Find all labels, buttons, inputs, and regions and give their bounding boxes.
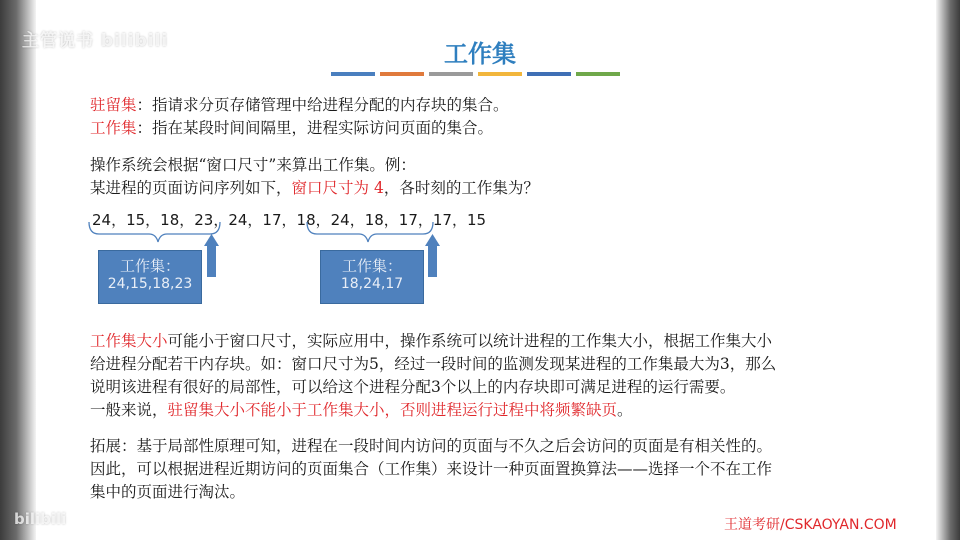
definition-text: ：指请求分页存储管理中给进程分配的内存块的集合。: [136, 96, 509, 114]
window-size-highlight: 窗口尺寸为 4: [291, 179, 384, 197]
box-title: 工作集：: [119, 257, 180, 275]
box-value: 24,15,18,23: [107, 276, 193, 292]
para2-line-1: 拓展：基于局部性原理可知，进程在一段时间内访问的页面与不久之后会访问的页面是有相关性的。: [90, 437, 773, 455]
arrow-up-icon: [204, 234, 219, 277]
para-text: 一般来说，: [90, 401, 168, 419]
para2-line-3: 集中的页面进行淘汰。: [90, 483, 246, 501]
para-text: 。: [617, 401, 633, 419]
working-set-size-highlight: 工作集大小: [90, 332, 168, 350]
slide-title: 工作集: [444, 40, 516, 68]
intro-text: ，各时刻的工作集为？: [383, 179, 539, 197]
footer-brand: 王道考研/CSKAOYAN.COM: [724, 517, 897, 533]
box-value: 18,24,17: [340, 276, 404, 292]
watermark-bottom: bilibili: [14, 510, 67, 528]
term-working-set: 工作集: [90, 119, 137, 137]
arrow-up-icon: [425, 234, 440, 277]
brace-left: [89, 222, 220, 242]
para1-line-4: [90, 398, 633, 420]
brace-right: [307, 222, 433, 242]
watermark-top: 主管说书 bilibili: [22, 31, 169, 51]
para2-line-2: 因此，可以根据进程近期访问的页面集合（工作集）来设计一种页面置换算法——选择一个不在工作: [90, 460, 773, 478]
box-title: 工作集：: [341, 257, 402, 275]
page-access-sequence: 24，15，18，23，24，17，18，24，18，17，17，15: [92, 211, 487, 229]
resident-set-rule-highlight: 驻留集大小不能小于工作集大小，否则进程运行过程中将频繁缺页: [167, 401, 618, 419]
para1-line-2: 给进程分配若干内存块。如：窗口尺寸为5，经过一段时间的监测发现某进程的工作集最大为3，那么: [90, 355, 777, 373]
intro-line-1: 操作系统会根据“窗口尺寸”来算出工作集。例：: [90, 156, 416, 174]
working-set-box-1: [98, 250, 202, 304]
para-text: 可能小于窗口尺寸，实际应用中，操作系统可以统计进程的工作集大小，根据工作集大小: [167, 332, 773, 350]
para1-line-3: 说明该进程有很好的局部性，可以给这个进程分配3个以上的内存块即可满足进程的运行需要。: [90, 378, 736, 396]
term-resident-set: 驻留集: [90, 96, 137, 114]
para1-line-1: [90, 329, 772, 351]
definition-text: ：指在某段时间间隔里，进程实际访问页面的集合。: [136, 119, 494, 137]
working-set-box-2: [320, 250, 424, 304]
intro-text: 某进程的页面访问序列如下，: [90, 179, 292, 197]
